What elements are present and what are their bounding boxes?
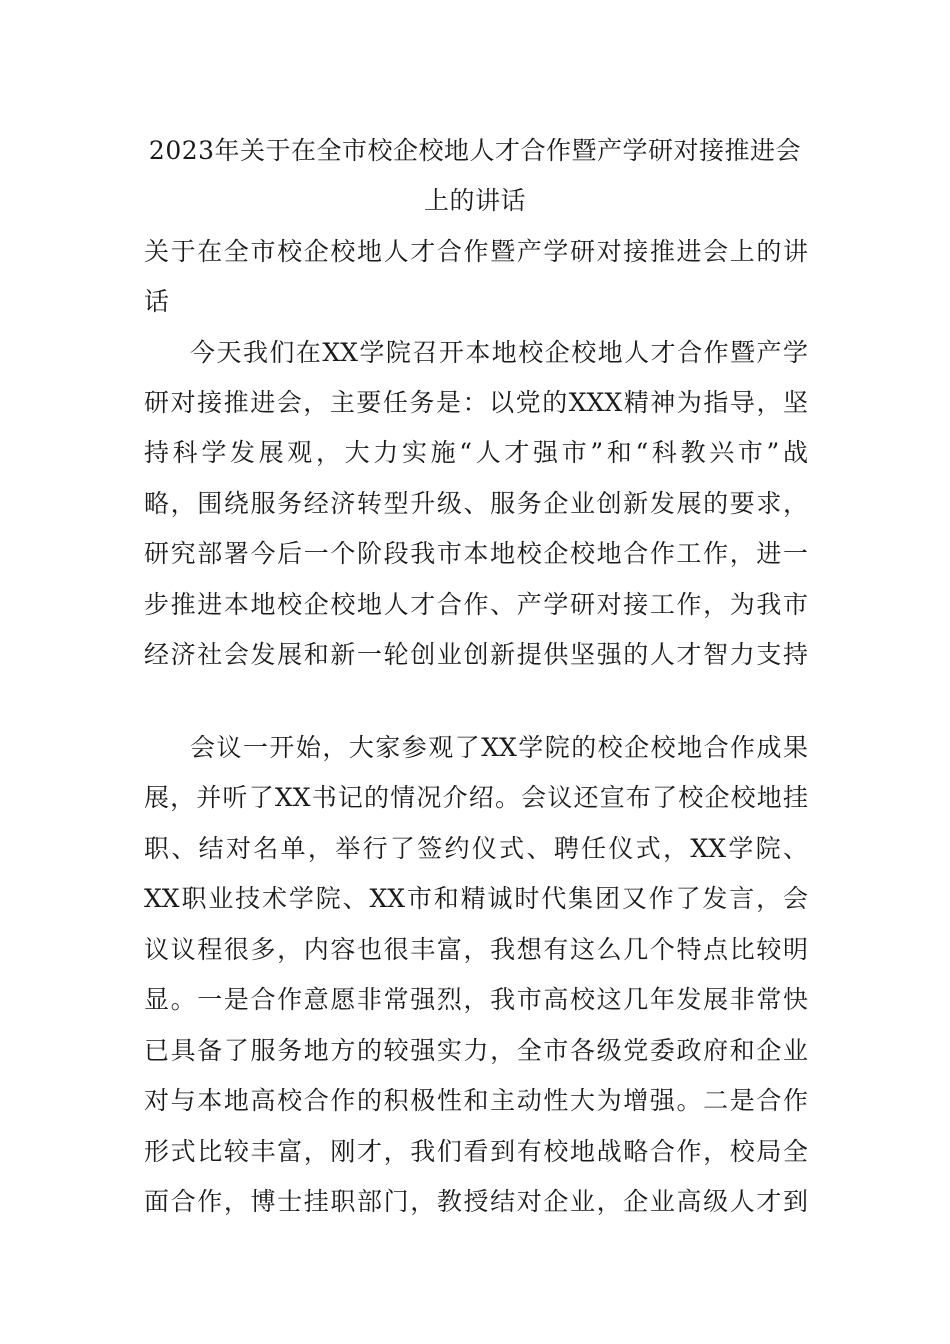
paragraph2-line-2: 展，并听了XX书记的情况介绍。会议还宣布了校企校地挂 (144, 783, 808, 812)
subtitle-line-1: 关于在全市校企校地人才合作暨产学研对接推进会上的讲 (144, 237, 808, 266)
paragraph2-line-7: 已具备了服务地方的较强实力，全市各级党委政府和企业 (144, 1036, 808, 1065)
paragraph2-line-3: 职、结对名单，举行了签约仪式、聘任仪式，XX学院、 (144, 834, 808, 863)
paragraph2-line-9: 形式比较丰富，刚才，我们看到有校地战略合作，校局全 (144, 1137, 808, 1166)
paragraph1-line-3: 持科学发展观，大力实施“人才强市”和“科教兴市”战 (144, 438, 808, 467)
paragraph1-line-5: 研究部署今后一个阶段我市本地校企校地合作工作，进一 (144, 539, 808, 568)
document-title-line-1: 2023年关于在全市校企校地人才合作暨产学研对接推进会 (148, 136, 802, 165)
paragraph1-line-1: 今天我们在XX学院召开本地校企校地人才合作暨产学 (190, 338, 808, 367)
document-title-line-2: 上的讲话 (423, 186, 526, 215)
paragraph2-line-10: 面合作，博士挂职部门，教授结对企业，企业高级人才到 (144, 1187, 808, 1216)
paragraph1-line-2: 研对接推进会，主要任务是：以党的XXX精神为指导，坚 (144, 388, 808, 417)
paragraph2-line-6: 显。一是合作意愿非常强烈，我市高校这几年发展非常快 (144, 985, 808, 1014)
paragraph2-line-1: 会议一开始，大家参观了XX学院的校企校地合作成果 (190, 733, 808, 762)
paragraph2-line-5: 议议程很多，内容也很丰富，我想有这么几个特点比较明 (144, 935, 808, 964)
paragraph2-line-8: 对与本地高校合作的积极性和主动性大为增强。二是合作 (144, 1086, 808, 1115)
subtitle-line-2: 话 (144, 287, 170, 316)
paragraph2-line-4: XX职业技术学院、XX市和精诚时代集团又作了发言，会 (144, 884, 808, 913)
paragraph1-line-4: 略，围绕服务经济转型升级、服务企业创新发展的要求， (144, 489, 808, 518)
paragraph1-line-6: 步推进本地校企校地人才合作、产学研对接工作，为我市 (144, 590, 808, 619)
paragraph1-line-7: 经济社会发展和新一轮创业创新提供坚强的人才智力支持 (144, 640, 808, 669)
